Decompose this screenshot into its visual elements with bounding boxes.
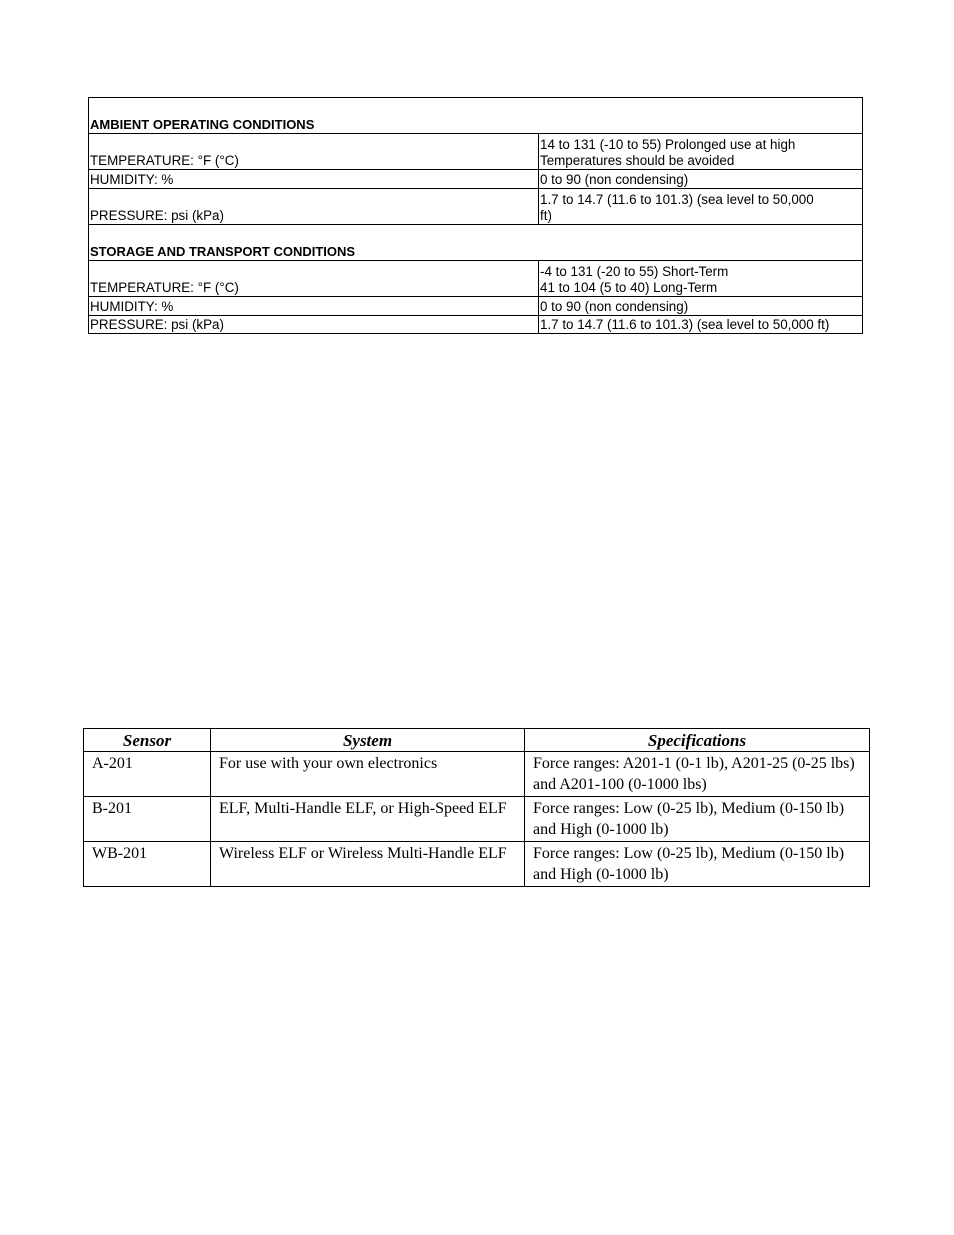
row-value: -4 to 131 (-20 to 55) Short-Term 41 to 104 (5 to 40) Long-Term	[539, 261, 863, 297]
table-row	[89, 134, 863, 170]
table-row	[89, 316, 863, 334]
sensor-cell: WB-201	[84, 842, 211, 887]
table-row	[89, 189, 863, 225]
section-row-storage	[89, 225, 863, 261]
table-row	[89, 261, 863, 297]
system-cell: ELF, Multi-Handle ELF, or High-Speed ELF	[211, 797, 525, 842]
sensor-cell: A-201	[84, 752, 211, 797]
table-row	[89, 170, 863, 189]
column-header-specifications: Specifications	[525, 729, 870, 752]
row-value: 0 to 90 (non condensing)	[539, 297, 863, 316]
row-value: 0 to 90 (non condensing)	[539, 170, 863, 189]
row-label: PRESSURE: psi (kPa)	[89, 316, 539, 334]
specifications-cell: Force ranges: Low (0-25 lb), Medium (0-150 lb) and High (0-1000 lb)	[525, 842, 870, 887]
sensor-cell: B-201	[84, 797, 211, 842]
section-heading-storage: STORAGE AND TRANSPORT CONDITIONS	[89, 225, 863, 261]
table-row	[84, 842, 870, 887]
row-value: 14 to 131 (-10 to 55) Prolonged use at high Temperatures should be avoided	[539, 134, 863, 170]
row-label: HUMIDITY: %	[89, 170, 539, 189]
column-header-system: System	[211, 729, 525, 752]
sensor-specifications-table	[83, 728, 870, 887]
row-value: 1.7 to 14.7 (11.6 to 101.3) (sea level to 50,000 ft)	[539, 316, 863, 334]
row-value: 1.7 to 14.7 (11.6 to 101.3) (sea level to 50,000 ft)	[539, 189, 863, 225]
table-row	[84, 797, 870, 842]
environmental-conditions-table	[88, 97, 863, 334]
specifications-cell: Force ranges: Low (0-25 lb), Medium (0-150 lb) and High (0-1000 lb)	[525, 797, 870, 842]
column-header-sensor: Sensor	[84, 729, 211, 752]
system-cell: For use with your own electronics	[211, 752, 525, 797]
row-label: PRESSURE: psi (kPa)	[89, 189, 539, 225]
table-row	[84, 752, 870, 797]
row-label: TEMPERATURE: °F (°C)	[89, 134, 539, 170]
row-label: HUMIDITY: %	[89, 297, 539, 316]
table-row	[89, 297, 863, 316]
header-row	[84, 729, 870, 752]
specifications-cell: Force ranges: A201-1 (0-1 lb), A201-25 (0-25 lbs) and A201-100 (0-1000 lbs)	[525, 752, 870, 797]
section-heading-ambient: AMBIENT OPERATING CONDITIONS	[89, 98, 863, 134]
section-row-ambient	[89, 98, 863, 134]
system-cell: Wireless ELF or Wireless Multi-Handle ELF	[211, 842, 525, 887]
row-label: TEMPERATURE: °F (°C)	[89, 261, 539, 297]
